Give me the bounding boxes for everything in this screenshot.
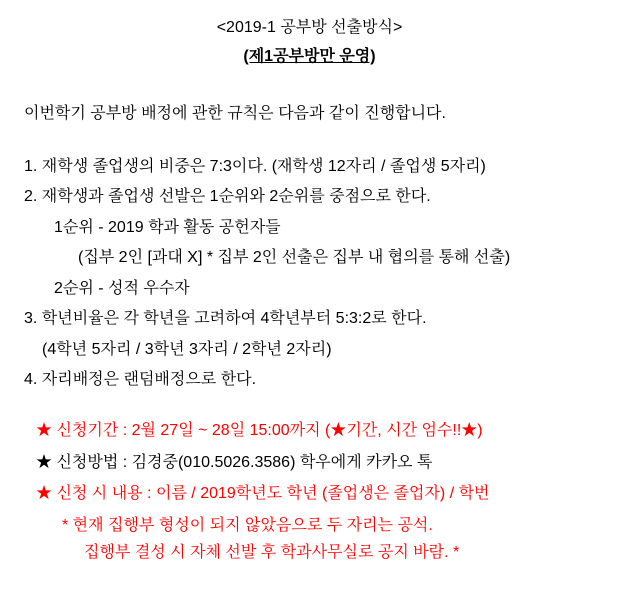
rule-item-2-sub-1: 1순위 - 2019 학과 활동 공헌자들 — [54, 218, 281, 236]
note-footnote-1: * 현재 집행부 형성이 되지 않았음으로 두 자리는 공석. — [62, 517, 433, 535]
notes-section — [22, 421, 597, 564]
document-subtitle: (제1공부방만 운영) — [243, 48, 376, 65]
intro-paragraph: 이번학기 공부방 배정에 관한 규칙은 다음과 같이 진행합니다. — [24, 105, 446, 122]
rule-item-4: 4. 자리배정은 랜덤배정으로 한다. — [24, 371, 257, 389]
rules-list — [22, 157, 597, 391]
rule-item-2-sub-2: 2순위 - 성적 우수자 — [54, 279, 190, 297]
note-footnote-2: 집행부 결성 시 자체 선발 후 학과사무실로 공지 바람. * — [84, 543, 460, 561]
note-application-method: ★ 신청방법 : 김경중(010.5026.3586) 학우에게 카카오 톡 — [36, 453, 433, 471]
rule-item-2-sub-1-detail: (집부 2인 [과대 X] * 집부 2인 선출은 집부 내 협의를 통해 선출) — [78, 249, 511, 267]
document-title: <2019-1 공부방 선출방식> — [216, 19, 403, 36]
rule-item-3-detail: (4학년 5자리 / 3학년 3자리 / 2학년 2자리) — [42, 340, 332, 358]
rule-item-3: 3. 학년비율은 각 학년을 고려하여 4학년부터 5:3:2로 한다. — [24, 310, 427, 328]
rule-item-1: 1. 재학생 졸업생의 비중은 7:3이다. (재학생 12자리 / 졸업생 5자리) — [24, 158, 486, 175]
note-application-content: ★ 신청 시 내용 : 이름 / 2019학년도 학년 (졸업생은 졸업자) / 학번 — [36, 485, 490, 503]
rule-item-2: 2. 재학생과 졸업생 선발은 1순위와 2순위를 중점으로 한다. — [24, 188, 431, 206]
note-application-period: ★ 신청기간 : 2월 27일 ~ 28일 15:00까지 (★기간, 시간 엄수!!★) — [36, 421, 483, 439]
